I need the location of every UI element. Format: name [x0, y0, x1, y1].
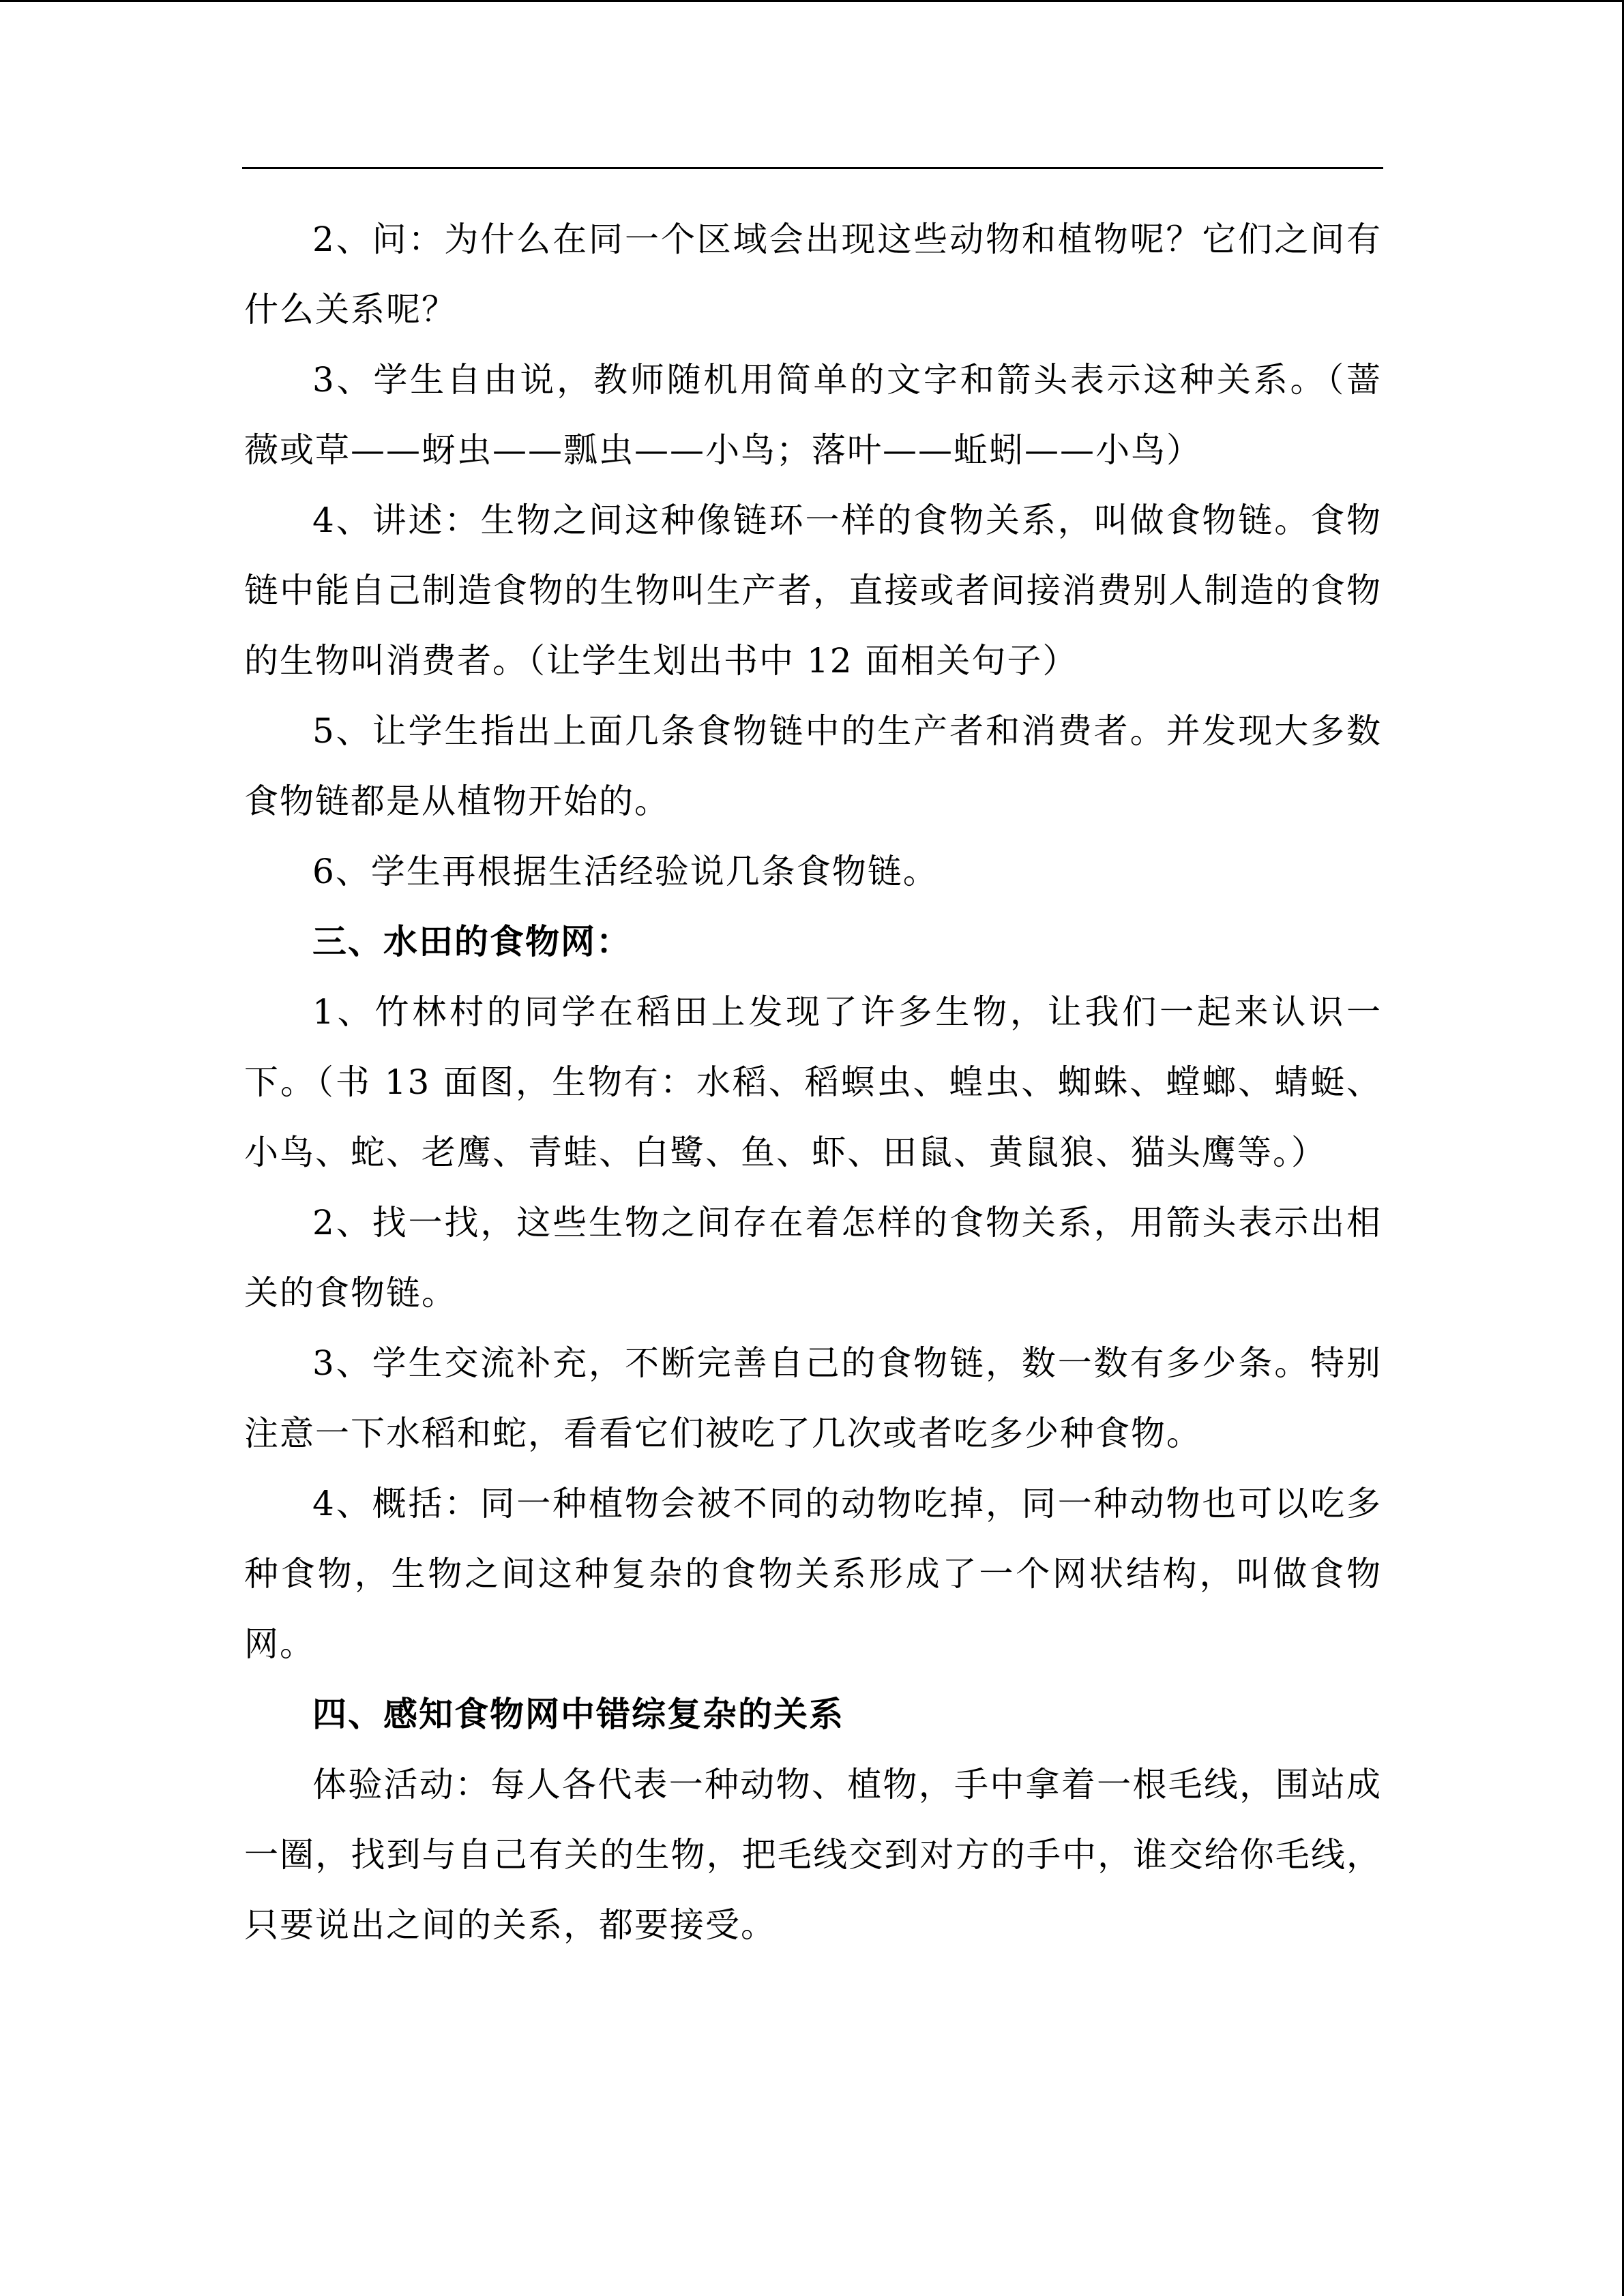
paragraph-4-food-web-definition: 4、概括：同一种植物会被不同的动物吃掉，同一种动物也可以吃多种食物，生物之间这种复杂的食物关系形成了一个网状结构，叫做食物网。 [244, 1484, 1382, 1664]
paragraph-4-food-chain-definition: 4、讲述：生物之间这种像链环一样的食物关系，叫做食物链。食物链中能自己制造食物的生物叫生产者，直接或者间接消费别人制造的食物的生物叫消费者。（让学生划出书中 12 面相关句子） [244, 501, 1382, 681]
paragraph-2-question: 2、问：为什么在同一个区域会出现这些动物和植物呢？它们之间有什么关系呢？ [244, 220, 1382, 329]
paragraph-2-find-relations: 2、找一找，这些生物之间存在着怎样的食物关系，用箭头表示出相关的食物链。 [244, 1203, 1382, 1313]
paragraph-5-producers-consumers: 5、让学生指出上面几条食物链中的生产者和消费者。并发现大多数食物链都是从植物开始的。 [244, 711, 1382, 821]
paragraph-6-life-experience: 6、学生再根据生活经验说几条食物链。 [312, 852, 939, 891]
paragraph-1-paddy-organisms: 1、竹林村的同学在稻田上发现了许多生物，让我们一起来认识一下。（书 13 面图，生物有：水稻、稻螟虫、蝗虫、蜘蛛、螳螂、蜻蜓、小鸟、蛇、老鹰、青蛙、白鹭、鱼、虾、田鼠、黄鼠狼、猫头鹰等。） [244, 992, 1382, 1172]
section-heading-paddy-food-web: 三、水田的食物网： [312, 922, 632, 961]
paragraph-3-student-discussion: 3、学生自由说，教师随机用简单的文字和箭头表示这种关系。（蔷薇或草——蚜虫——瓢虫——小鸟；落叶——蚯蚓——小鸟） [244, 360, 1382, 470]
paragraph-3-exchange: 3、学生交流补充，不断完善自己的食物链，数一数有多少条。特别注意一下水稻和蛇，看看它们被吃了几次或者吃多少种食物。 [244, 1343, 1382, 1453]
header-rule [242, 167, 1383, 169]
document-body [244, 205, 1382, 1960]
paragraph-experience-activity: 体验活动：每人各代表一种动物、植物，手中拿着一根毛线，围站成一圈，找到与自己有关的生物，把毛线交到对方的手中，谁交给你毛线，只要说出之间的关系，都要接受。 [244, 1765, 1382, 1945]
section-heading-complex-relations: 四、感知食物网中错综复杂的关系 [312, 1695, 844, 1734]
page-top-border [0, 0, 1624, 2]
